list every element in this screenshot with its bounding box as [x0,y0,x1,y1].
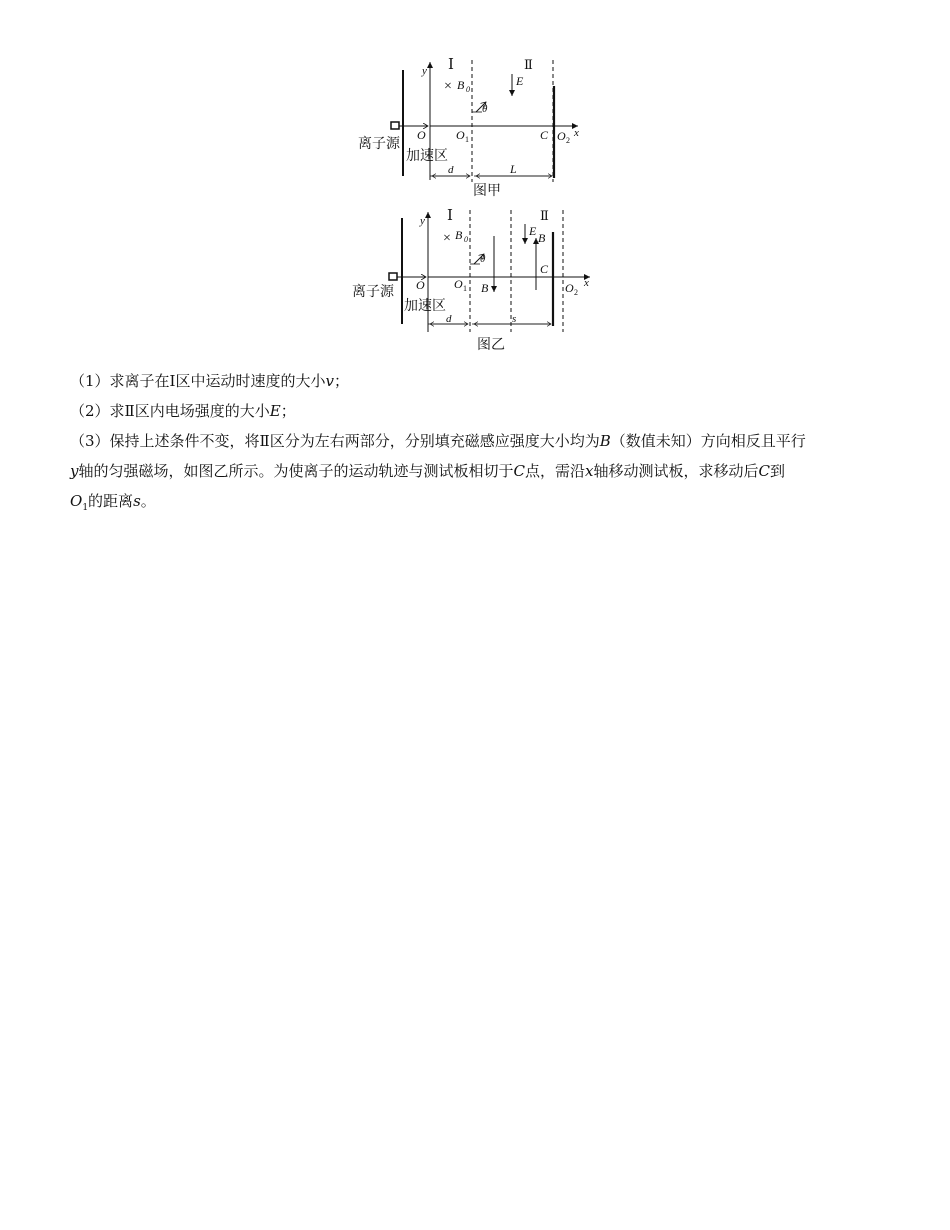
b0-label: B [457,78,465,92]
b0-label: B [455,228,463,242]
dim-l-label: L [510,162,517,176]
accel-label: 加速区 [404,299,446,314]
figure-a-caption: 图甲 [473,184,501,199]
question-3: （3）保持上述条件不变，将Ⅱ区分为左右两部分，分别填充磁感应强度大小均为B（数值未知）方向相反且平行 y轴的匀强磁场，如图乙所示。为使离子的运动轨迹与测试板相切于C点，需沿x轴移动测试板，求移动后C到 $O_1$的距离s。 [70,432,806,513]
origin-label: O [416,278,425,292]
c-label: C [540,262,549,276]
source-label: 离子源 [352,285,394,300]
origin-label: O [417,128,426,142]
accel-label: 加速区 [406,149,448,164]
dim-d-label: d [446,313,452,325]
x-axis-label: x [574,127,579,139]
o1-label: O [456,128,465,142]
region-1-label: Ⅰ [448,57,454,73]
question-list [70,366,882,523]
x-axis-label: x [584,277,589,289]
cross-mark-icon: × [443,231,451,246]
c-label: C [540,128,549,142]
o2-label: O [557,129,566,143]
theta-label: θ [482,103,488,115]
svg-text:1: 1 [465,135,469,144]
e-label: E [516,74,524,88]
ion-source-icon [391,122,399,129]
dim-s-label: s [512,313,517,325]
b-left-label: B [481,281,489,295]
e-label: E [529,224,537,238]
theta-label: θ [480,253,486,265]
dim-d-label: d [448,164,454,176]
figure-a [340,52,610,202]
figure-b [340,204,610,358]
y-axis-label: y [420,215,425,227]
ion-source-icon [389,273,397,280]
region-1-label: Ⅰ [447,208,453,224]
o2-label: O [565,281,574,295]
region-2-label: Ⅱ [524,57,533,72]
svg-text:0: 0 [466,85,470,94]
question-2: （2）求Ⅱ区内电场强度的大小E； [70,402,296,420]
y-axis-label: y [422,65,427,77]
source-label: 离子源 [358,137,400,152]
question-1: （1）求离子在Ⅰ区中运动时速度的大小v； [70,372,349,390]
figure-b-caption: 图乙 [477,338,505,353]
o1-label: O [454,277,463,291]
cross-mark-icon: × [444,79,452,94]
region-2-label: Ⅱ [540,208,549,223]
svg-text:1: 1 [463,284,467,293]
figure-b-diagram [340,204,610,358]
svg-text:2: 2 [574,288,578,297]
svg-text:2: 2 [566,136,570,145]
b-right-label: B [538,231,546,245]
svg-text:0: 0 [464,235,468,244]
figure-a-diagram [340,52,610,202]
